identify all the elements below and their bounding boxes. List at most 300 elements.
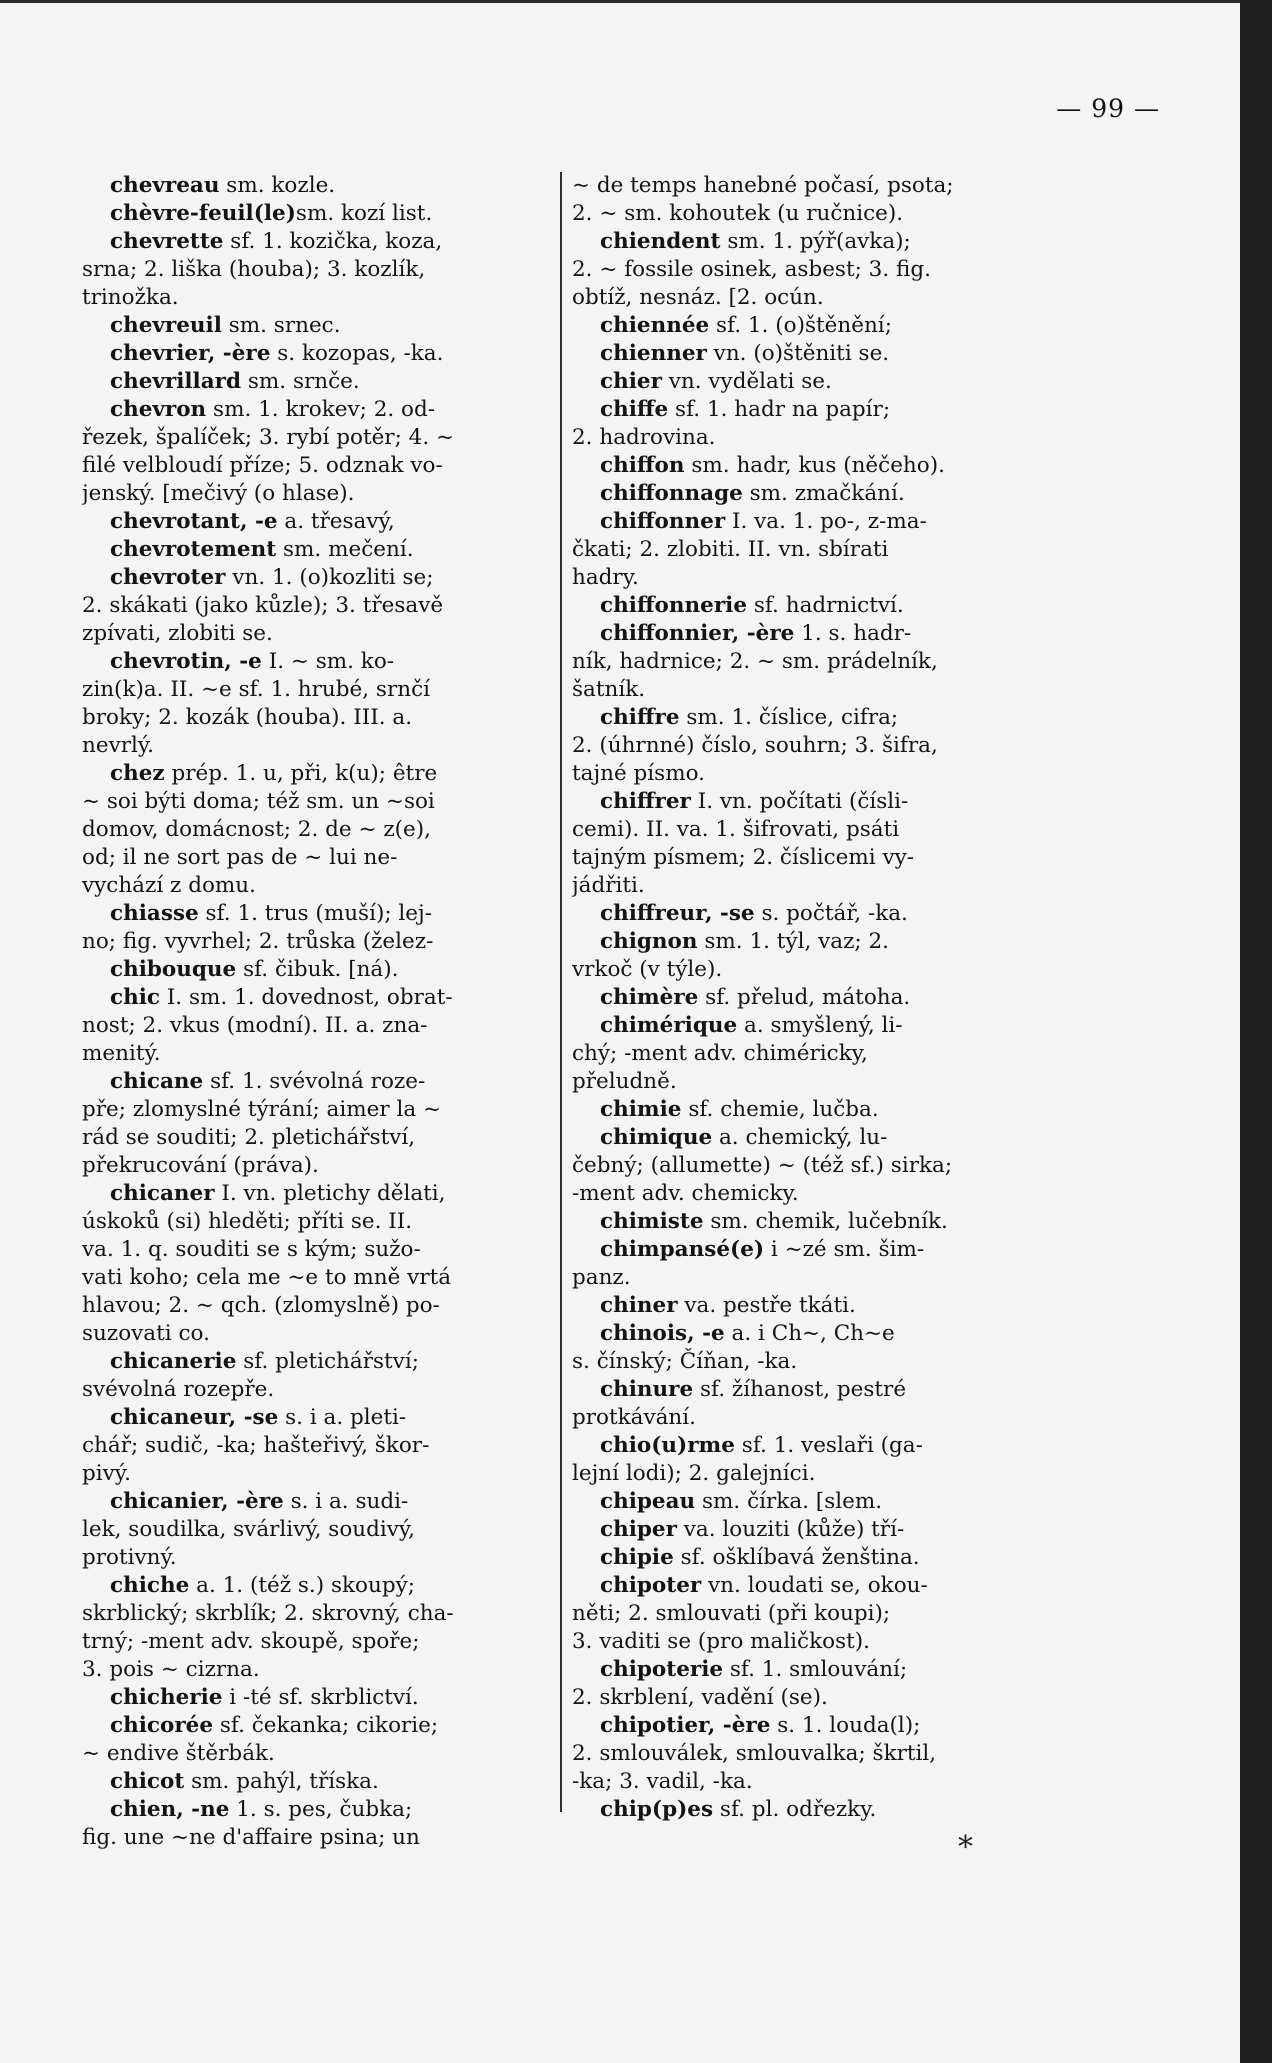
definition-text: 2. hadrovina. (572, 425, 716, 450)
continuation-line (572, 1684, 1072, 1712)
entry-line (572, 368, 1072, 396)
continuation-line (82, 1460, 544, 1488)
definition-text: sf. 1. smlouvání; (723, 1657, 908, 1682)
definition-text: fig. une ~ne d'affaire psina; un (82, 1825, 420, 1850)
entry-line (572, 1292, 1072, 1320)
definition-text: vrkoč (v týle). (572, 957, 723, 982)
continuation-line (82, 1124, 544, 1152)
continuation-line (82, 872, 544, 900)
headword: chevrotement (110, 537, 277, 562)
definition-text: I. vn. počítati (čísli- (690, 789, 909, 814)
definition-text: jádřiti. (572, 873, 645, 898)
entry-line (572, 340, 1072, 368)
definition-text: skrblický; skrblík; 2. skrovný, cha- (82, 1601, 454, 1626)
entry-line (82, 760, 544, 788)
continuation-line (572, 1404, 1072, 1432)
headword: chipoterie (600, 1657, 724, 1682)
entry-line (82, 1180, 544, 1208)
definition-text: no; fig. vyvrhel; 2. trůska (želez- (82, 929, 434, 954)
definition-text: sm. chemik, lučebník. (703, 1209, 948, 1234)
definition-text: ~ de temps hanebné počasí, psota; (572, 173, 954, 198)
headword: chimpansé(e) (600, 1237, 765, 1262)
entry-line (572, 1208, 1072, 1236)
definition-text: a. chemický, lu- (712, 1125, 888, 1150)
definition-text: sf. 1. (o)štěnění; (709, 313, 892, 338)
continuation-line (82, 788, 544, 816)
entry-line (572, 620, 1072, 648)
scan-edge (1240, 0, 1272, 2063)
entry-line (82, 1348, 544, 1376)
definition-text: sf. žíhanost, pestré (693, 1377, 907, 1402)
entry-line (82, 564, 544, 592)
continuation-line (572, 1460, 1072, 1488)
definition-text: jenský. [mečivý (o hlase). (82, 481, 355, 506)
top-edge-line (0, 0, 1240, 3)
entry-line (82, 1768, 544, 1796)
definition-text: va. louziti (kůže) tří- (676, 1517, 905, 1542)
definition-text: sf. 1. trus (muší); lej- (198, 901, 432, 926)
continuation-line (82, 844, 544, 872)
entry-line (82, 1404, 544, 1432)
entry-line (572, 1320, 1072, 1348)
headword: chez (110, 761, 165, 786)
definition-text: cemi). II. va. 1. šifrovati, psáti (572, 817, 900, 842)
left-column (82, 172, 544, 1852)
definition-text: sm. zmačkání. (742, 481, 905, 506)
definition-text: trinožka. (82, 285, 179, 310)
definition-text: nost; 2. vkus (modní). II. a. zna- (82, 1013, 428, 1038)
definition-text: s. i a. sudi- (283, 1489, 409, 1514)
headword: chipie (600, 1545, 674, 1570)
definition-text: s. kozopas, -ka. (270, 341, 444, 366)
entry-line (82, 1712, 544, 1740)
entry-line (82, 1488, 544, 1516)
continuation-line (82, 1628, 544, 1656)
headword: chinure (600, 1377, 694, 1402)
entry-line (572, 480, 1072, 508)
definition-text: sm. 1. týl, vaz; 2. (697, 929, 890, 954)
definition-text: a. třesavý, (277, 509, 395, 534)
definition-text: nevrlý. (82, 733, 154, 758)
definition-text: s. počtář, -ka. (754, 901, 908, 926)
definition-text: panz. (572, 1265, 631, 1290)
definition-text: sf. přelud, mátoha. (698, 985, 911, 1010)
definition-text: I. sm. 1. dovednost, obrat- (159, 985, 453, 1010)
definition-text: 2. smlouválek, smlouvalka; škrtil, (572, 1741, 937, 1766)
headword: chinois, -e (600, 1321, 725, 1346)
definition-text: překrucování (práva). (82, 1153, 319, 1178)
entry-line (82, 340, 544, 368)
headword: chier (600, 369, 662, 394)
continuation-line (82, 480, 544, 508)
definition-text: sm. 1. číslice, cifra; (679, 705, 899, 730)
continuation-line (572, 676, 1072, 704)
entry-line (572, 508, 1072, 536)
entry-line (572, 788, 1072, 816)
definition-text: sf. pl. odřezky. (713, 1797, 877, 1822)
headword: chimique (600, 1125, 713, 1150)
continuation-line (572, 872, 1072, 900)
headword: chicorée (110, 1713, 214, 1738)
definition-text: domov, domácnost; 2. de ~ z(e), (82, 817, 431, 842)
continuation-line (82, 1656, 544, 1684)
continuation-line (82, 732, 544, 760)
headword: chic (110, 985, 160, 1010)
definition-text: vychází z domu. (82, 873, 256, 898)
definition-text: -ment adv. chemicky. (572, 1181, 799, 1206)
entry-line (572, 1236, 1072, 1264)
headword: chimiste (600, 1209, 704, 1234)
entry-line (572, 1012, 1072, 1040)
definition-text: vn. loudati se, okou- (701, 1573, 928, 1598)
definition-text: s. i a. pleti- (278, 1405, 407, 1430)
definition-text: filé velbloudí příze; 5. odznak vo- (82, 453, 443, 478)
continuation-line (82, 620, 544, 648)
definition-text: va. pestře tkáti. (677, 1293, 856, 1318)
definition-text: sm. pahýl, tříska. (184, 1769, 379, 1794)
definition-text: I. ~ sm. ko- (261, 649, 395, 674)
definition-text: chý; -ment adv. chiméricky, (572, 1041, 868, 1066)
definition-text: rád se souditi; 2. pletichářství, (82, 1125, 416, 1150)
entry-line (572, 1572, 1072, 1600)
definition-text: sm. srnče. (241, 369, 360, 394)
definition-text: šatník. (572, 677, 646, 702)
continuation-line (82, 424, 544, 452)
headword: chicanier, -ère (110, 1489, 284, 1514)
entry-line (82, 508, 544, 536)
headword: chevron (110, 397, 207, 422)
definition-text: ~ soi býti doma; též sm. un ~soi (82, 789, 435, 814)
continuation-line (82, 1152, 544, 1180)
entry-line (82, 312, 544, 340)
entry-line (572, 984, 1072, 1012)
definition-text: 2. skákati (jako kůzle); 3. třesavě (82, 593, 444, 618)
entry-line (572, 1488, 1072, 1516)
entry-line (82, 1684, 544, 1712)
definition-text: sf. chemie, lučba. (681, 1097, 879, 1122)
continuation-line (82, 1544, 544, 1572)
definition-text: ~ endive štěrbák. (82, 1741, 275, 1766)
entry-line (82, 536, 544, 564)
entry-line (82, 900, 544, 928)
headword: chipoter (600, 1573, 702, 1598)
headword: chiffrer (600, 789, 691, 814)
entry-line (82, 648, 544, 676)
definition-text: 2. ~ sm. kohoutek (u ručnice). (572, 201, 904, 226)
definition-text: zpívati, zlobiti se. (82, 621, 273, 646)
definition-text: sf. 1. hadr na papír; (668, 397, 891, 422)
definition-text: s. 1. louda(l); (770, 1713, 921, 1738)
definition-text: úskoků (si) hleděti; příti se. II. (82, 1209, 413, 1234)
definition-text: protivný. (82, 1545, 177, 1570)
headword: chiendent (600, 229, 721, 254)
definition-text: 1. s. pes, čubka; (229, 1797, 413, 1822)
headword: chevroter (110, 565, 226, 590)
continuation-line (82, 1208, 544, 1236)
continuation-line (82, 1432, 544, 1460)
entry-line (572, 396, 1072, 424)
headword: chicot (110, 1769, 185, 1794)
definition-text: sf. 1. kozička, koza, (223, 229, 443, 254)
continuation-line (572, 956, 1072, 984)
headword: chiper (600, 1517, 677, 1542)
headword: chiennée (600, 313, 710, 338)
continuation-line (82, 676, 544, 704)
entry-line (82, 368, 544, 396)
entry-line (572, 1656, 1072, 1684)
continuation-line (572, 1600, 1072, 1628)
continuation-line (572, 732, 1072, 760)
definition-text: svévolná rozepře. (82, 1377, 275, 1402)
headword: chibouque (110, 957, 237, 982)
entry-line (572, 900, 1072, 928)
headword: chignon (600, 929, 698, 954)
entry-line (82, 984, 544, 1012)
definition-text: čkati; 2. zlobiti. II. vn. sbírati (572, 537, 889, 562)
definition-text: tajné písmo. (572, 761, 705, 786)
continuation-line (82, 1292, 544, 1320)
headword: chevrette (110, 229, 224, 254)
entry-line (82, 396, 544, 424)
headword: chevreau (110, 173, 220, 198)
headword: chevrotant, -e (110, 509, 278, 534)
continuation-line (82, 1236, 544, 1264)
continuation-line (572, 172, 1072, 200)
continuation-line (82, 592, 544, 620)
entry-line (572, 1544, 1072, 1572)
entry-line (82, 172, 544, 200)
entry-line (572, 228, 1072, 256)
definition-text: va. 1. q. souditi se s kým; sužo- (82, 1237, 421, 1262)
definition-text: čebný; (allumette) ~ (též sf.) sirka; (572, 1153, 953, 1178)
headword: chiffonnage (600, 481, 743, 506)
entry-line (572, 1096, 1072, 1124)
definition-text: řezek, špalíček; 3. rybí potěr; 4. ~ (82, 425, 455, 450)
definition-text: obtíž, nesnáz. [2. ocún. (572, 285, 824, 310)
continuation-line (82, 1264, 544, 1292)
footer-mark: * (958, 1830, 973, 1865)
definition-text: pivý. (82, 1461, 131, 1486)
definition-text: sm. kozí list. (295, 201, 433, 226)
definition-text: sm. kozle. (219, 173, 336, 198)
entry-line (572, 592, 1072, 620)
continuation-line (572, 200, 1072, 228)
headword: chevrillard (110, 369, 242, 394)
headword: chienner (600, 341, 707, 366)
headword: chiasse (110, 901, 199, 926)
headword: chicaner (110, 1181, 215, 1206)
entry-line (82, 956, 544, 984)
definition-text: a. smyšlený, li- (737, 1013, 903, 1038)
continuation-line (572, 1180, 1072, 1208)
continuation-line (82, 1040, 544, 1068)
definition-text: vn. (o)štěniti se. (706, 341, 890, 366)
definition-text: trný; -ment adv. skoupě, spoře; (82, 1629, 420, 1654)
entry-line (82, 1796, 544, 1824)
entry-line (572, 1712, 1072, 1740)
continuation-line (572, 424, 1072, 452)
definition-text: srna; 2. liška (houba); 3. kozlík, (82, 257, 426, 282)
definition-text: -ka; 3. vadil, -ka. (572, 1769, 753, 1794)
definition-text: vn. vydělati se. (661, 369, 832, 394)
definition-text: protkávání. (572, 1405, 696, 1430)
definition-text: pře; zlomyslné týrání; aimer la ~ (82, 1097, 441, 1122)
continuation-line (572, 844, 1072, 872)
headword: chiffreur, -se (600, 901, 755, 926)
entry-line (82, 1572, 544, 1600)
definition-text: sm. srnec. (221, 313, 341, 338)
continuation-line (82, 1096, 544, 1124)
continuation-line (572, 1264, 1072, 1292)
headword: chevrotin, -e (110, 649, 262, 674)
headword: chiffre (600, 705, 680, 730)
definition-text: a. i Ch~, Ch~e (724, 1321, 895, 1346)
headword: chiner (600, 1293, 678, 1318)
definition-text: suzovati co. (82, 1321, 210, 1346)
definition-text: sf. čekanka; cikorie; (213, 1713, 439, 1738)
headword: chip(p)es (600, 1797, 714, 1822)
continuation-line (572, 816, 1072, 844)
headword: chicaneur, -se (110, 1405, 279, 1430)
definition-text: sm. čírka. [slem. (695, 1489, 883, 1514)
definition-text: sm. 1. krokev; 2. od- (206, 397, 436, 422)
definition-text: 3. pois ~ cizrna. (82, 1657, 260, 1682)
headword: chicanerie (110, 1349, 237, 1374)
entry-line (572, 1432, 1072, 1460)
continuation-line (82, 1740, 544, 1768)
entry-line (572, 704, 1072, 732)
definition-text: něti; 2. smlouvati (při koupi); (572, 1601, 891, 1626)
definition-text: zin(k)a. II. ~e sf. 1. hrubé, srnčí (82, 677, 431, 702)
headword: chicane (110, 1069, 204, 1094)
definition-text: sf. ošklíbavá ženština. (673, 1545, 920, 1570)
entry-line (572, 312, 1072, 340)
continuation-line (82, 452, 544, 480)
entry-line (572, 1124, 1072, 1152)
headword: chimie (600, 1097, 682, 1122)
continuation-line (82, 816, 544, 844)
page-number: — 99 — (1056, 94, 1160, 123)
definition-text: chář; sudič, -ka; hašteřivý, škor- (82, 1433, 430, 1458)
continuation-line (82, 928, 544, 956)
column-divider (560, 172, 562, 1812)
definition-text: ník, hadrnice; 2. ~ sm. prádelník, (572, 649, 938, 674)
continuation-line (82, 1600, 544, 1628)
definition-text: sf. čibuk. [ná). (236, 957, 399, 982)
continuation-line (82, 1376, 544, 1404)
entry-line (572, 452, 1072, 480)
definition-text: 3. vaditi se (pro maličkost). (572, 1629, 870, 1654)
definition-text: s. čínský; Číňan, -ka. (572, 1349, 798, 1374)
headword: chimérique (600, 1013, 738, 1038)
definition-text: a. 1. (též s.) skoupý; (189, 1573, 415, 1598)
entry-line (572, 1796, 1072, 1824)
definition-text: I. va. 1. po-, z-ma- (725, 509, 927, 534)
definition-text: 2. skrblení, vadění (se). (572, 1685, 828, 1710)
continuation-line (572, 760, 1072, 788)
continuation-line (82, 1516, 544, 1544)
definition-text: hadry. (572, 565, 639, 590)
headword: chiffonnerie (600, 593, 747, 618)
definition-text: I. vn. pletichy dělati, (214, 1181, 446, 1206)
headword: chiffon (600, 453, 685, 478)
definition-text: prép. 1. u, při, k(u); être (164, 761, 438, 786)
continuation-line (572, 1068, 1072, 1096)
definition-text: vati koho; cela me ~e to mně vrtá (82, 1265, 452, 1290)
headword: chipotier, -ère (600, 1713, 771, 1738)
continuation-line (82, 284, 544, 312)
continuation-line (572, 284, 1072, 312)
continuation-line (572, 1628, 1072, 1656)
definition-text: sm. 1. pýř(avka); (720, 229, 911, 254)
definition-text: i ~zé sm. šim- (764, 1237, 925, 1262)
continuation-line (572, 1152, 1072, 1180)
definition-text: lek, soudilka, svárlivý, soudivý, (82, 1517, 416, 1542)
entry-line (82, 228, 544, 256)
definition-text: i -té sf. skrblictví. (222, 1685, 419, 1710)
headword: chiffonner (600, 509, 726, 534)
headword: chipeau (600, 1489, 696, 1514)
headword: chevreuil (110, 313, 222, 338)
definition-text: sf. hadrnictví. (747, 593, 904, 618)
entry-line (82, 200, 544, 228)
definition-text: sm. mečení. (276, 537, 414, 562)
definition-text: od; il ne sort pas de ~ lui ne- (82, 845, 398, 870)
entry-line (572, 928, 1072, 956)
definition-text: 1. s. hadr- (794, 621, 912, 646)
definition-text: přeludně. (572, 1069, 677, 1094)
definition-text: broky; 2. kozák (houba). III. a. (82, 705, 413, 730)
headword: chicherie (110, 1685, 223, 1710)
continuation-line (572, 564, 1072, 592)
right-column (572, 172, 1072, 1824)
entry-line (572, 1376, 1072, 1404)
definition-text: 2. (úhrnné) číslo, souhrn; 3. šifra, (572, 733, 938, 758)
continuation-line (572, 256, 1072, 284)
continuation-line (82, 256, 544, 284)
continuation-line (82, 1320, 544, 1348)
continuation-line (82, 1012, 544, 1040)
continuation-line (572, 1740, 1072, 1768)
entry-line (82, 1068, 544, 1096)
definition-text: sm. hadr, kus (něčeho). (684, 453, 945, 478)
headword: chevrier, -ère (110, 341, 271, 366)
continuation-line (82, 704, 544, 732)
definition-text: sf. 1. svévolná roze- (203, 1069, 426, 1094)
headword: chien, -ne (110, 1797, 230, 1822)
continuation-line (572, 1348, 1072, 1376)
definition-text: 2. ~ fossile osinek, asbest; 3. fig. (572, 257, 931, 282)
headword: chèvre-feuil(le) (110, 201, 296, 226)
continuation-line (572, 536, 1072, 564)
headword: chiffe (600, 397, 669, 422)
definition-text: vn. 1. (o)kozliti se; (225, 565, 434, 590)
headword: chiche (110, 1573, 190, 1598)
definition-text: sf. pletichářství; (236, 1349, 419, 1374)
continuation-line (572, 648, 1072, 676)
definition-text: hlavou; 2. ~ qch. (zlomyslně) po- (82, 1293, 440, 1318)
definition-text: sf. 1. veslaři (ga- (734, 1433, 923, 1458)
continuation-line (572, 1040, 1072, 1068)
continuation-line (572, 1768, 1072, 1796)
definition-text: menitý. (82, 1041, 161, 1066)
continuation-line (82, 1824, 544, 1852)
headword: chiffonnier, -ère (600, 621, 795, 646)
definition-text: tajným písmem; 2. číslicemi vy- (572, 845, 915, 870)
headword: chio(u)rme (600, 1433, 735, 1458)
entry-line (572, 1516, 1072, 1544)
definition-text: lejní lodi); 2. galejníci. (572, 1461, 816, 1486)
